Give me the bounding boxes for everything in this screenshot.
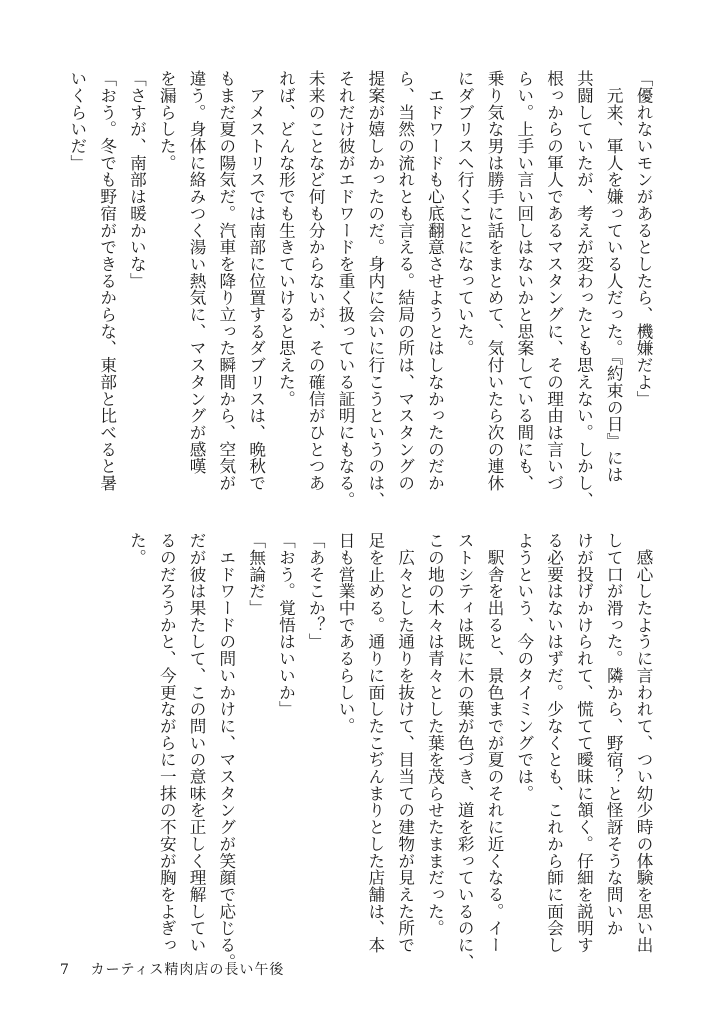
text-line: 駅舎を出ると、景色までが夏のそれに近くなる。イー [485, 532, 505, 954]
text-line: 日も営業中であるらしい。 [336, 532, 356, 735]
text-line: それだけ彼がエドワードを重く扱っている証明にもなる。 [336, 70, 356, 509]
text-line: 感心したように言われて、つい幼少時の体験を思い出 [634, 532, 653, 954]
text-line: 乗り気な男は勝手に話をまとめて、気付いたら次の連休 [485, 70, 505, 492]
text-line: るのだろうかと、今更ながらに一抹の不安が胸をよぎっ [157, 532, 177, 954]
text-line: れば、どんな形でも生きていけると思えた。 [276, 70, 296, 407]
text-line: だが彼は果たして、この問いの意味を正しく理解してい [187, 532, 207, 954]
text-line: 広々とした通りを抜けて、目当ての建物が見えた所で [395, 532, 415, 954]
text-line: を漏らした。 [157, 70, 177, 172]
text-line: アメストリスでは南部に位置するダブリスは、晩秋で [246, 70, 266, 492]
text-line: 「優れないモンがあるとしたら、機嫌だよ」 [634, 70, 653, 407]
text-line: 「おう。冬でも野宿ができるからな、東部と比べると暑 [97, 70, 117, 492]
running-title: カーティス精肉店の長い午後 [90, 962, 285, 978]
page-number: 7 [60, 962, 69, 978]
text-line: 「おう。覚悟はいいか」 [276, 532, 296, 718]
text-line: エドワードも心底翻意させようとはしなかったのだか [425, 70, 445, 492]
text-line: 未来のことなど何も分からないが、その確信がひとつあ [306, 70, 326, 492]
text-line: 「無論だ」 [246, 532, 266, 617]
text-line: もまだ夏の陽気だ。汽車を降り立った瞬間から、空気が [216, 70, 236, 492]
text-line: ようという、今のタイミングでは。 [514, 532, 534, 802]
text-line: 根っからの軍人であるマスタングに、その理由は言いづ [544, 70, 564, 492]
text-line: エドワードの問いかけに、マスタングが笑顔で応じる。 [216, 532, 236, 971]
page-footer [60, 958, 460, 982]
text-line: た。 [127, 532, 147, 566]
text-line: らい。上手い言い回しはないかと思案している間にも、 [514, 70, 534, 492]
text-line: 「さすが、南部は暖かいな」 [127, 70, 147, 290]
text-line: 足を止める。通りに面したこぢんまりとした店舗は、本 [365, 532, 385, 954]
text-line: 違う。身体に絡みつく湯い熱気に、マスタングが感嘆 [187, 70, 207, 475]
text-line: けが投げかけられて、慌てて曖昧に頷く。仔細を説明す [574, 532, 594, 954]
text-line: 提案が嬉しかったのだ。身内に会いに行こうというのは、 [365, 70, 385, 509]
text-block-bottom [58, 532, 658, 972]
text-block-top [58, 70, 658, 510]
text-line: 元来、軍人を嫌っている人だった。『約束の日』には [604, 70, 624, 483]
text-line: して口が滑った。隣から、野宿？と怪訝そうな問いか [604, 532, 624, 937]
text-line: ストシティは既に木の葉が色づき、道を彩っているのに、 [455, 532, 475, 971]
text-line: いくらいだ」 [67, 70, 87, 172]
text-line: る必要はないはずだ。少なくとも、これから師に面会し [544, 532, 564, 954]
text-line: 「あそこか？」 [306, 532, 326, 650]
text-line: 共闘していたが、考えが変わったとも思えない。しかし、 [574, 70, 594, 509]
text-line: この地の木々は青々とした葉を茂らせたままだった。 [425, 532, 445, 937]
text-line: にダブリスへ行くことになっていた。 [455, 70, 475, 357]
text-line: ら、当然の流れとも言える。結局の所は、マスタングの [395, 70, 415, 492]
